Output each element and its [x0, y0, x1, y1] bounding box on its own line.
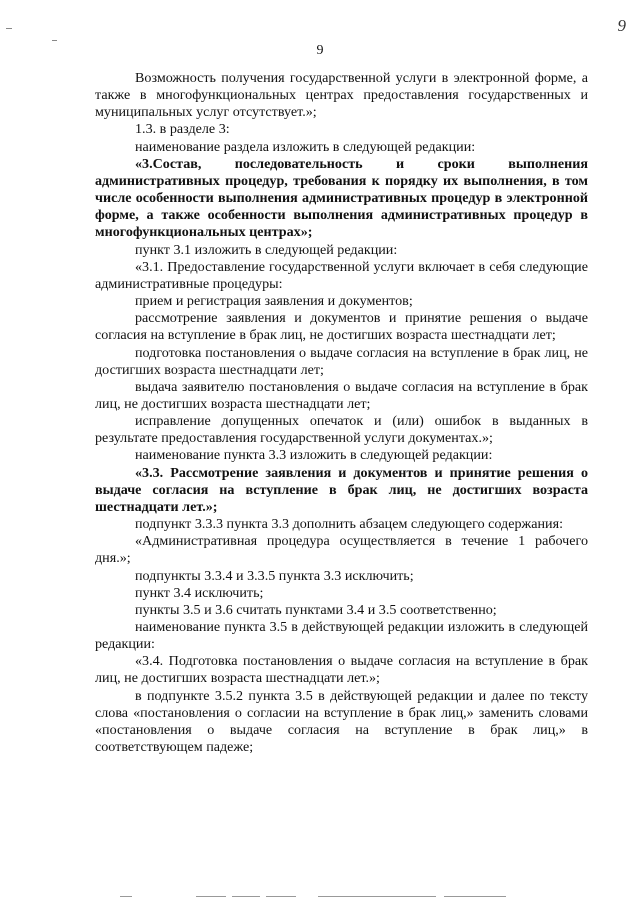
list-item: прием и регистрация заявления и документов; [135, 293, 413, 310]
section-heading-quote: «3.Состав, последовательность и сроки выполнения административных процедур, требования к порядку их выполнения, в том числе особенности выполнения административных процедур в электронной форме, а также особенности выполнения административных процедур в многофункциональных центрах»; [95, 155, 588, 241]
paragraph: в подпункте 3.5.2 пункта 3.5 в действующей редакции и далее по тексту слова «постановления о согласии на вступление в брак лиц,» заменить словами «постановления о выдаче согласия на вступление в брак лиц,» в соответствующем падеже; [95, 687, 588, 756]
scan-mark [52, 40, 57, 41]
footer-rule [318, 896, 436, 897]
paragraph: «3.4. Подготовка постановления о выдаче согласия на вступление в брак лиц, не достигших возраста шестнадцати лет.»; [95, 653, 588, 687]
item-heading-quote: «3.3. Рассмотрение заявления и документов и принятие решения о выдаче согласия на вступление в брак лиц, не достигших возраста шестнадцати лет.»; [95, 464, 588, 515]
footer-rule [232, 896, 260, 897]
footer-rule [120, 896, 132, 897]
paragraph: «Административная процедура осуществляется в течение 1 рабочего дня.»; [95, 533, 588, 567]
list-item: рассмотрение заявления и документов и принятие решения о выдаче согласия на вступление в брак лиц, не достигших возраста шестнадцати лет; [95, 310, 588, 344]
list-item: выдача заявителю постановления о выдаче согласия на вступление в брак лиц, не достигших возраста шестнадцати лет; [95, 378, 588, 412]
paragraph: подпункт 3.3.3 пункта 3.3 дополнить абзацем следующего содержания: [135, 516, 563, 533]
paragraph: пункт 3.1 изложить в следующей редакции: [135, 241, 398, 258]
paragraph: 1.3. в разделе 3: [135, 121, 230, 138]
footer-rule [266, 896, 296, 897]
footer-rule [196, 896, 226, 897]
list-item: исправление допущенных опечаток и (или) ошибок в выданных в результате предоставления государственной услуги документах.»; [95, 413, 588, 447]
paragraph: наименование пункта 3.5 в действующей редакции изложить в следующей редакции: [95, 619, 588, 653]
list-item: подготовка постановления о выдаче согласия на вступление в брак лиц, не достигших возраста шестнадцати лет; [95, 344, 588, 378]
handwritten-page-mark: 9 [617, 16, 626, 35]
paragraph: пункт 3.4 исключить; [135, 584, 264, 601]
paragraph: пункты 3.5 и 3.6 считать пунктами 3.4 и 3.5 соответственно; [135, 601, 497, 618]
scan-mark [6, 28, 12, 29]
document-body [95, 70, 588, 756]
paragraph: «3.1. Предоставление государственной услуги включает в себя следующие административные процедуры: [95, 258, 588, 292]
paragraph: наименование пункта 3.3 изложить в следующей редакции: [135, 447, 493, 464]
footer-rule [444, 896, 506, 897]
paragraph: Возможность получения государственной услуги в электронной форме, а также в многофункциональных центрах предоставления государственных и муниципальных услуг отсутствует.»; [95, 70, 588, 121]
page-number: 9 [316, 43, 324, 58]
paragraph: наименование раздела изложить в следующей редакции: [135, 138, 476, 155]
paragraph: подпункты 3.3.4 и 3.3.5 пункта 3.3 исключить; [135, 567, 414, 584]
